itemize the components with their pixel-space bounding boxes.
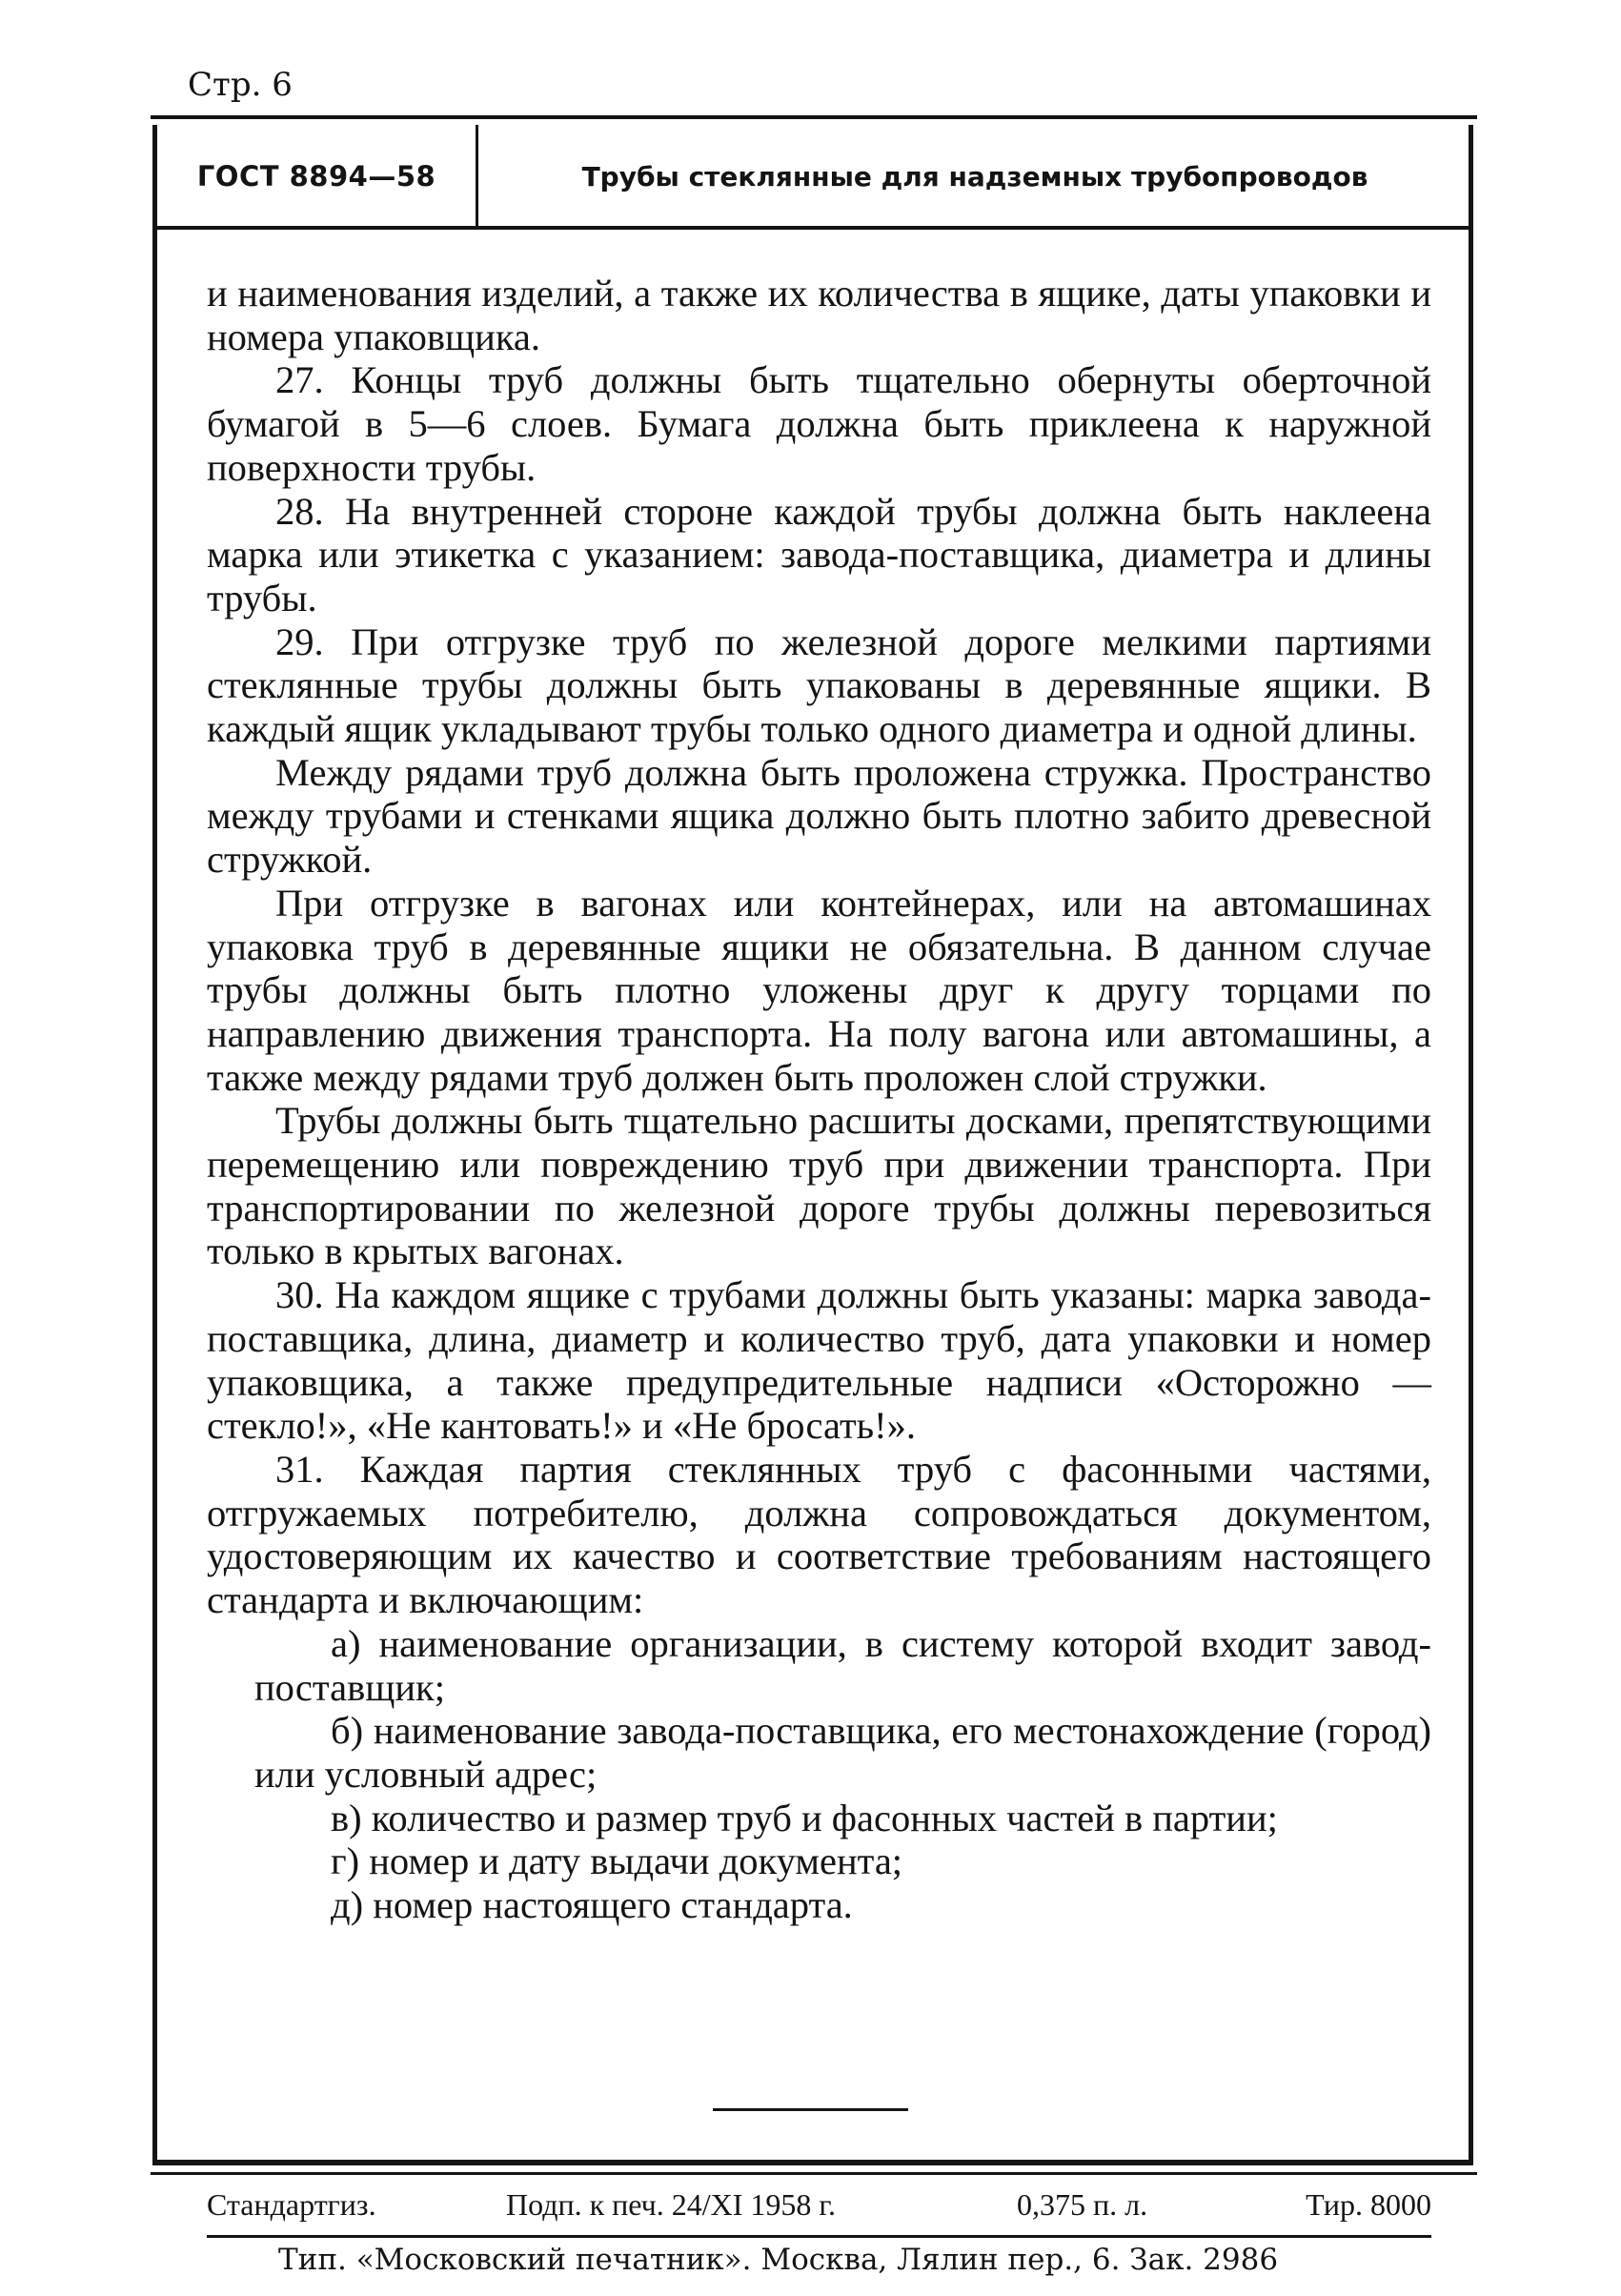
standard-code: ГОСТ 8894—58: [157, 125, 478, 228]
document-title: Трубы стеклянные для надземных трубопроводов: [581, 160, 1368, 193]
list-item-g: г) номер и дату выдачи документа;: [331, 1839, 903, 1883]
paragraph-29: 29. При отгрузке труб по железной дороге мелкими партиями стеклянные трубы должны быть упакованы в деревянные ящики. В каждый ящик укладывают трубы только одного диаметра и одной длины.: [207, 620, 1431, 751]
frame-bottom-rule: [151, 2172, 1477, 2175]
list-item-b: б) наименование завода-поставщика, его местонахождение (город) или условный адрес;: [254, 1709, 1431, 1796]
end-of-text-rule: [713, 2108, 908, 2111]
list-item-v: в) количество и размер труб и фасонных частей в партии;: [331, 1796, 1278, 1839]
imprint-publisher: Стандартгиз.: [207, 2187, 376, 2222]
header-rule: [152, 226, 1473, 230]
paragraph-continuation: и наименования изделий, а также их количества в ящике, даты упаковки и номера упаковщика.: [207, 272, 1431, 358]
imprint-signed: Подп. к печ. 24/XI 1958 г.: [506, 2187, 836, 2222]
imprint-circulation: Тир. 8000: [1306, 2187, 1431, 2222]
list-item-d: д) номер настоящего стандарта.: [331, 1883, 853, 1927]
paragraph-28: 28. На внутренней стороне каждой трубы должна быть наклеена марка или этикетка с указанием: завода-поставщика, диаметра и длины трубы.: [207, 489, 1431, 620]
page-header: [152, 125, 1473, 228]
frame-top-rule: [151, 115, 1477, 119]
list-item-a: а) наименование организации, в систему которой входит завод-поставщик;: [254, 1621, 1431, 1709]
printer-line: Тип. «Московский печатник». Москва, Лялин пер., 6. Зак. 2986: [278, 2243, 1279, 2277]
paragraph-29-boards: Трубы должны быть тщательно расшиты досками, препятствующими перемещению или повреждению труб при движении транспорта. При транспортировании по железной дороге трубы должны перевозиться только в крытых вагонах.: [207, 1099, 1431, 1273]
page-number: Стр. 6: [188, 66, 293, 104]
imprint-rule: [207, 2235, 1431, 2238]
imprint-line: [207, 2180, 1431, 2227]
paragraph-29-wagons: При отгрузке в вагонах или контейнерах, или на автомашинах упаковка труб в деревянные ящики не обязательна. В данном случае трубы должны быть плотно уложены друг к другу торцами по направлению движения транспорта. На полу вагона или автомашины, а также между рядами труб должен быть проложен слой стружки.: [207, 881, 1431, 1099]
imprint-sheets: 0,375 п. л.: [1017, 2187, 1148, 2222]
body-text: [207, 272, 1431, 1927]
paragraph-31: 31. Каждая партия стеклянных труб с фасонными частями, отгружаемых потребителю, должна сопровождаться документом, удостоверяющим их качество и соответствие требованиям настоящего стандарта и включающим:: [207, 1447, 1431, 1622]
paragraph-27: 27. Концы труб должны быть тщательно обернуты оберточной бумагой в 5—6 слоев. Бумага должна быть приклеена к наружной поверхности трубы.: [207, 358, 1431, 489]
paragraph-29-shavings: Между рядами труб должна быть проложена стружка. Пространство между трубами и стенками ящика должно быть плотно забито древесной стружкой.: [207, 750, 1431, 882]
paragraph-30: 30. На каждом ящике с трубами должны быть указаны: марка завода-поставщика, длина, диаметр и количество труб, дата упаковки и номер упаковщика, а также предупредительные надписи «Осторожно — стекло!», «Не кантовать!» и «Не бросать!».: [207, 1273, 1431, 1448]
